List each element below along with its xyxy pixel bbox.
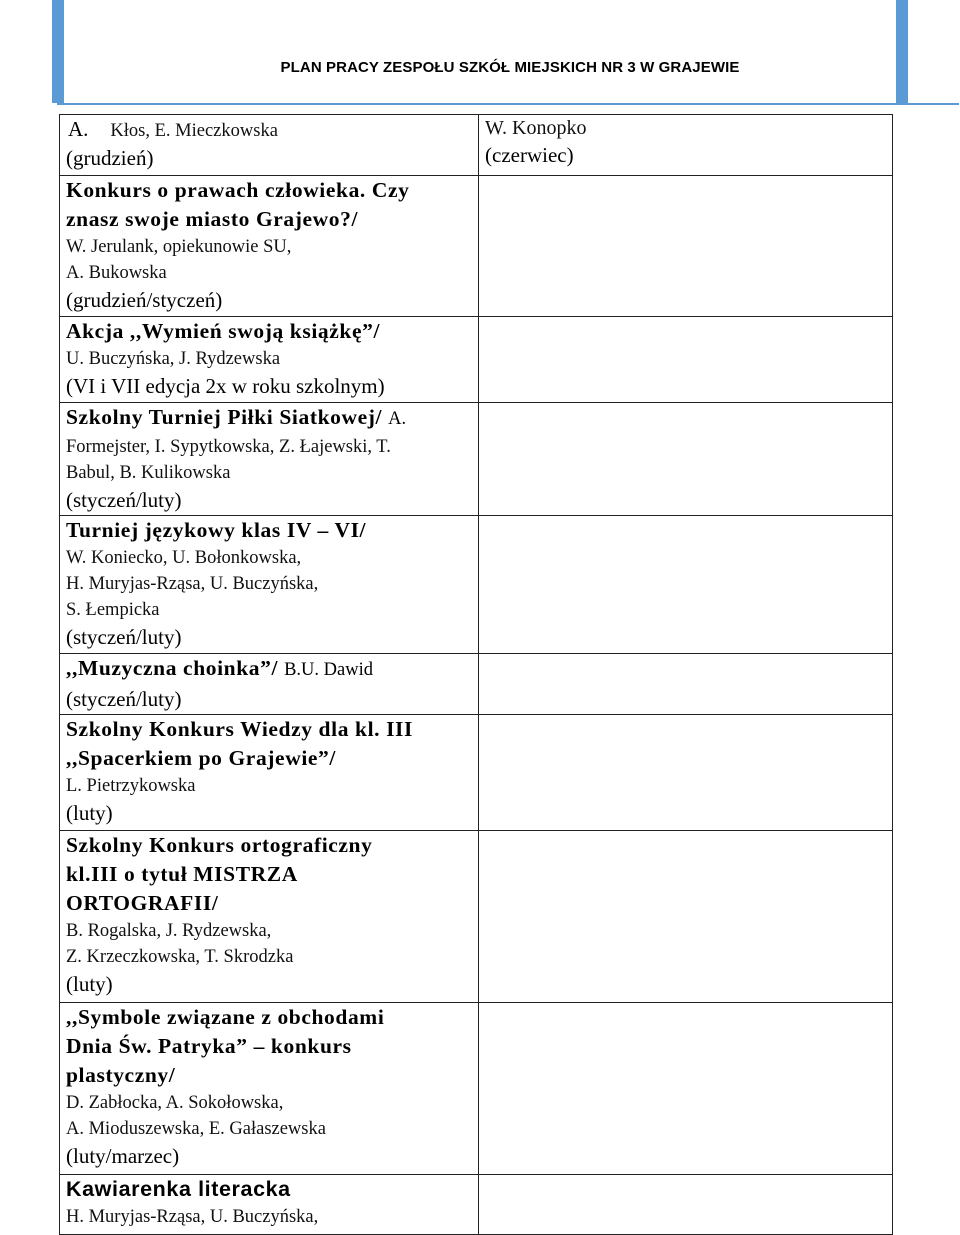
period-text: (luty) [66, 801, 113, 825]
organizer-names: Formejster, I. Sypytkowska, Z. Łajewski, T. [66, 437, 391, 457]
table-cell [479, 403, 893, 516]
header-accent-bar-right [896, 0, 908, 103]
table-row [60, 831, 893, 1003]
table-row [60, 403, 893, 516]
period-text: (grudzień) [66, 146, 154, 170]
table-cell [60, 654, 479, 715]
table-row [60, 317, 893, 403]
table-row [60, 654, 893, 715]
table-cell [60, 1175, 479, 1235]
period-text: (VI i VII edycja 2x w roku szkolnym) [66, 374, 385, 398]
organizer-names: D. Zabłocka, A. Sokołowska, [66, 1093, 284, 1113]
activity-title-line [66, 403, 472, 434]
table-cell [60, 317, 479, 403]
organizer-names: B. Rogalska, J. Rydzewska, [66, 921, 272, 941]
period-text: (styczeń/luty) [66, 488, 182, 512]
table-row [60, 1175, 893, 1235]
table-cell [479, 831, 893, 1003]
activity-title-line [66, 654, 472, 685]
activity-title: ORTOGRAFII/ [66, 891, 219, 915]
activity-title: Turniej językowy klas IV – VI/ [66, 518, 367, 542]
table-cell [60, 115, 479, 176]
table-cell [479, 1175, 893, 1235]
table-cell [60, 403, 479, 516]
period-text: (styczeń/luty) [66, 687, 182, 711]
header-accent-bar-left [52, 0, 64, 103]
table-cell [479, 317, 893, 403]
activity-title: ,,Symbole związane z obchodami [66, 1005, 385, 1029]
table-row [60, 516, 893, 654]
activity-title: Szkolny Konkurs ortograficzny [66, 833, 373, 857]
activity-title: Konkurs o prawach człowieka. Czy [66, 178, 410, 202]
table-row [60, 1003, 893, 1175]
activity-title: Kawiarenka literacka [66, 1177, 291, 1201]
header-divider [57, 103, 959, 105]
table-cell [479, 176, 893, 317]
activity-title: Dnia Św. Patryka” – konkurs [66, 1034, 352, 1058]
period-text: (styczeń/luty) [66, 625, 182, 649]
period-text: (luty) [66, 972, 113, 996]
period-text: (grudzień/styczeń) [66, 288, 223, 312]
organizer-names: A. [388, 409, 407, 429]
organizer-names: Kłos, E. Mieczkowska [110, 121, 278, 141]
organizer-names: A. Mioduszewska, E. Gałaszewska [66, 1119, 326, 1139]
table-cell [479, 115, 893, 176]
activity-title: Akcja ,,Wymień swoją książkę”/ [66, 319, 381, 343]
activity-title: znasz swoje miasto Grajewo?/ [66, 207, 359, 231]
period-text: (luty/marzec) [66, 1144, 180, 1168]
organizer-names: U. Buczyńska, J. Rydzewska [66, 349, 281, 369]
activity-title: Szkolny Konkurs Wiedzy dla kl. III [66, 717, 413, 741]
table-cell [60, 176, 479, 317]
organizer-names: W. Koniecko, U. Bołonkowska, [66, 548, 302, 568]
table-cell [479, 715, 893, 831]
activity-plan-table [59, 114, 893, 1235]
table-cell [60, 1003, 479, 1175]
page-header-title: PLAN PRACY ZESPOŁU SZKÓŁ MIEJSKICH NR 3 W GRAJEWIE [280, 59, 740, 76]
activity-title: Szkolny Turniej Piłki Siatkowej/ [66, 405, 383, 429]
organizer-names: H. Muryjas-Rząsa, U. Buczyńska, [66, 1207, 319, 1227]
table-cell [479, 516, 893, 654]
activity-title: ,,Muzyczna choinka”/ [66, 656, 279, 680]
organizer-names: H. Muryjas-Rząsa, U. Buczyńska, [66, 574, 319, 594]
organizer-names: W. Konopko [485, 117, 587, 139]
activity-title: ,,Spacerkiem po Grajewie”/ [66, 746, 336, 770]
organizer-names: Babul, B. Kulikowska [66, 463, 231, 483]
organizer-names: Z. Krzeczkowska, T. Skrodzka [66, 947, 294, 967]
lead-line [66, 115, 472, 144]
organizer-names: L. Pietrzykowska [66, 776, 196, 796]
table-cell [60, 715, 479, 831]
activity-title: plastyczny/ [66, 1063, 176, 1087]
table-cell [479, 654, 893, 715]
table-row [60, 715, 893, 831]
lead-letter: A. [68, 117, 89, 141]
table-cell [479, 1003, 893, 1175]
table-cell [60, 516, 479, 654]
organizer-names: B.U. Dawid [284, 660, 373, 680]
organizer-names: A. Bukowska [66, 263, 167, 283]
table-cell [60, 831, 479, 1003]
organizer-names: S. Łempicka [66, 600, 160, 620]
table-row [60, 115, 893, 176]
table-row [60, 176, 893, 317]
activity-title: kl.III o tytuł MISTRZA [66, 862, 298, 886]
organizer-names: W. Jerulank, opiekunowie SU, [66, 237, 292, 257]
period-text: (czerwiec) [485, 143, 574, 167]
